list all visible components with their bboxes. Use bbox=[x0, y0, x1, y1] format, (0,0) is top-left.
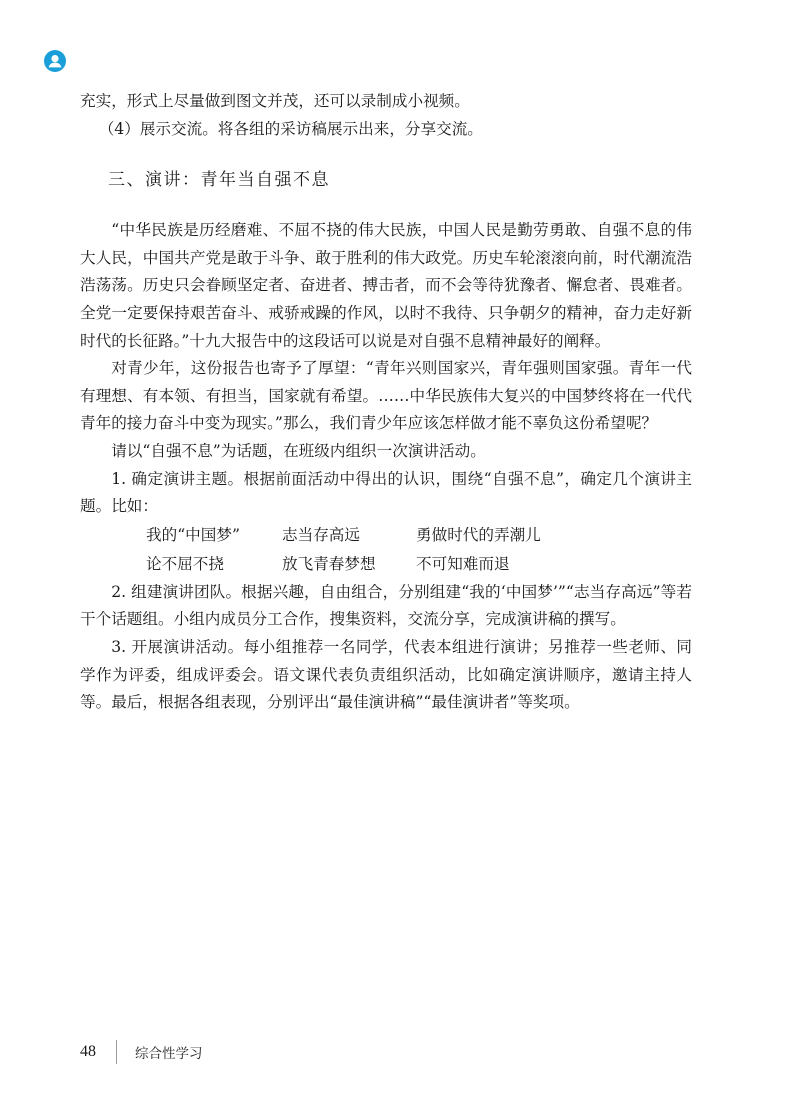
paragraph-continuation: 充实，形式上尽量做到图文并茂，还可以录制成小视频。 bbox=[80, 92, 470, 110]
topic-item: 志当存高远 bbox=[282, 525, 360, 544]
page-number: 48 bbox=[80, 1043, 96, 1060]
topic-row bbox=[80, 550, 692, 579]
section-title: 三、演讲：青年当自强不息 bbox=[108, 170, 330, 191]
topic-examples bbox=[80, 521, 692, 579]
footer-divider bbox=[116, 1040, 117, 1064]
paragraph-step-2: 2. 组建演讲团队。根据兴趣，自由组合，分别组建“我的‘中国梦’”“志当存高远”等若干个话题组。小组内成员分工合作，搜集资料，交流分享，完成演讲稿的撰写。 bbox=[80, 582, 692, 629]
page-footer bbox=[80, 1040, 203, 1064]
footer-label: 综合性学习 bbox=[135, 1046, 203, 1062]
page-content bbox=[80, 88, 692, 717]
paragraph-task: 请以“自强不息”为话题，在班级内组织一次演讲活动。 bbox=[111, 441, 486, 460]
topic-row bbox=[80, 521, 692, 550]
topic-item: 不可知难而退 bbox=[416, 554, 510, 573]
user-icon bbox=[44, 50, 66, 72]
paragraph-youth: 对青少年，这份报告也寄予了厚望：“青年兴则国家兴，青年强则国家强。青年一代有理想、有本领、有担当，国家就有希望。……中华民族伟大复兴的中国梦终将在一代代青年的接力奋斗中变为现实。”那么，我们青少年应该怎样做才能不辜负这份希望呢？ bbox=[80, 359, 692, 433]
topic-item: 勇做时代的弄潮儿 bbox=[416, 525, 541, 544]
paragraph-step-4: （4）展示交流。将各组的采访稿展示出来，分享交流。 bbox=[98, 119, 483, 138]
topic-item: 论不屈不挠 bbox=[146, 554, 224, 573]
topic-item: 我的“中国梦” bbox=[146, 525, 240, 544]
paragraph-step-3: 3. 开展演讲活动。每小组推荐一名同学，代表本组进行演讲；另推荐一些老师、同学作为评委，组成评委会。语文课代表负责组织活动，比如确定演讲顺序，邀请主持人等。最后，根据各组表现，分别评出“最佳演讲稿”“最佳演讲者”等奖项。 bbox=[80, 637, 692, 712]
paragraph-step-1: 1. 确定演讲主题。根据前面活动中得出的认识，围绕“自强不息”，确定几个演讲主题。比如： bbox=[80, 469, 692, 516]
topic-item: 放飞青春梦想 bbox=[282, 554, 376, 573]
paragraph-quote: “中华民族是历经磨难、不屈不挠的伟大民族，中国人民是勤劳勇敢、自强不息的伟大人民，中国共产党是敢于斗争、敢于胜利的伟大政党。历史车轮滚滚向前，时代潮流浩浩荡荡。历史只会眷顾坚定者、奋进者、搏击者，而不会等待犹豫者、懈怠者、畏难者。全党一定要保持艰苦奋斗、戒骄戒躁的作风，以时不我待、只争朝夕的精神，奋力走好新时代的长征路。”十九大报告中的这段话可以说是对自强不息精神最好的阐释。 bbox=[80, 221, 692, 350]
